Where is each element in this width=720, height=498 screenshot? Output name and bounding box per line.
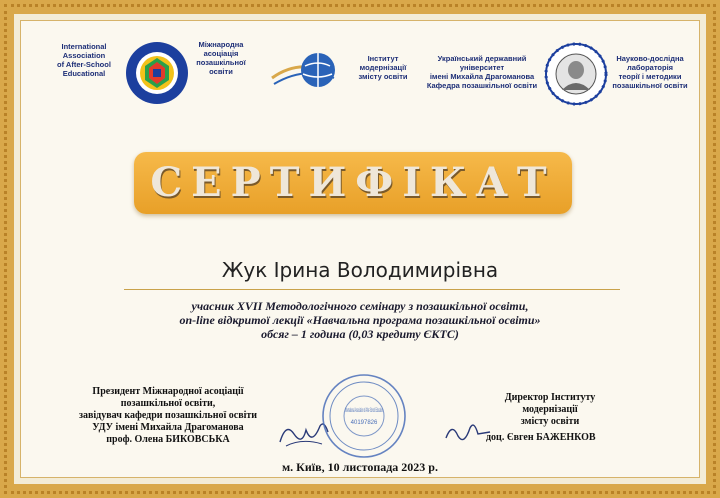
certificate-title: СЕРТИФІКАТ bbox=[150, 159, 556, 206]
institute-name: Інститут модернізації змісту освіти bbox=[358, 54, 408, 81]
iaase-name: International Association of After-School Educational bbox=[57, 42, 111, 78]
stamp-icon bbox=[320, 372, 408, 460]
association-name: Міжнародна асоціація позашкільної освіти bbox=[196, 40, 246, 76]
place-date: м. Київ, 10 листопада 2023 р. bbox=[282, 460, 438, 474]
right-signatory-name: доц. Євген БАЖЕНКОВ bbox=[486, 432, 596, 443]
header-logos bbox=[14, 14, 706, 114]
after-school-logo bbox=[124, 40, 190, 106]
stamp-text: International Association of After-School Education bbox=[345, 408, 383, 414]
title-banner bbox=[134, 152, 572, 214]
institute-globe-logo bbox=[270, 48, 348, 94]
lab-name: Науково-дослідна лабораторія теорії і методики позашкільної освіти bbox=[612, 54, 688, 90]
left-signatory: Президент Міжнародної асоціації позашкільної освіти, завідувач кафедри позашкільної освіти УДУ імені Михайла Драгоманова проф. Олена БИКОВСЬКА bbox=[78, 386, 258, 445]
right-signature-icon bbox=[444, 418, 492, 446]
recipient-underline bbox=[124, 289, 620, 290]
right-signatory: Директор Інституту модернізації змісту освіти bbox=[504, 392, 596, 427]
recipient-name: Жук Ірина Володимирівна bbox=[221, 258, 499, 282]
certificate-description: учасник XVII Методологічного семінару з позашкільної освіти, on-line відкритої лекції «Навчальна програма позашкільної освіти» обсяг – 1 година (0,03 кредиту ЄКТС) bbox=[179, 299, 541, 341]
stamp-number: 40197826 bbox=[350, 420, 378, 426]
university-name: Український державний університет імені Михайла Драгоманова Кафедра позашкільної освіти bbox=[426, 54, 538, 90]
lab-portrait-logo bbox=[544, 42, 608, 106]
